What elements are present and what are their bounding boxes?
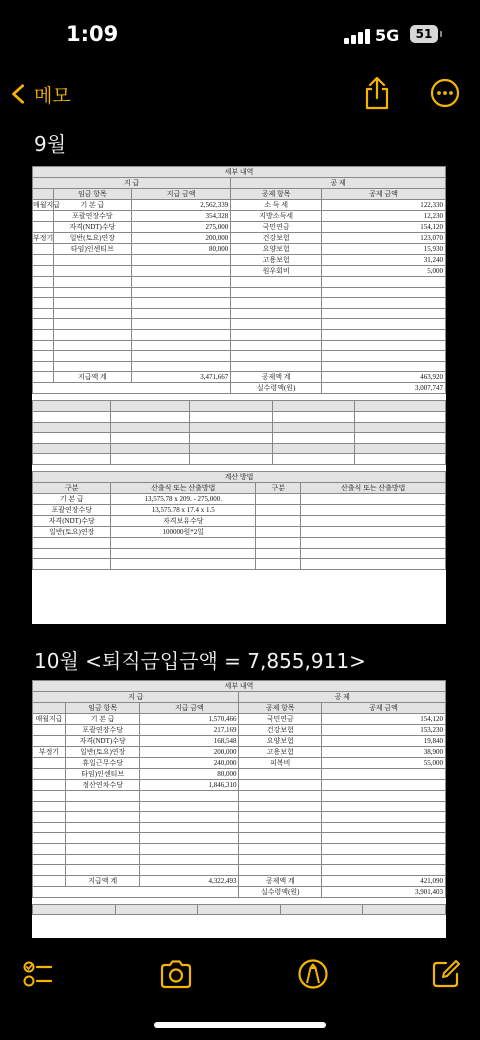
pay-amount: 2,562,339 xyxy=(132,200,231,211)
deduction-item: 소 득 세 xyxy=(231,200,322,211)
calc-row xyxy=(33,504,446,515)
deduction-amount: 19,840 xyxy=(322,736,446,747)
table-row xyxy=(33,791,446,802)
bottom-toolbar xyxy=(0,948,480,998)
total-deduction-value: 421,090 xyxy=(322,875,446,886)
calc-col-method: 산출식 또는 산출방법 xyxy=(111,482,256,493)
deduction-item: 건강보험 xyxy=(231,233,322,244)
deduction-item: 지방소득세 xyxy=(231,211,322,222)
note-heading-october: 10월 <퇴직금입금액 = 7,855,911> xyxy=(34,649,366,673)
category-irregular: 부정기 xyxy=(33,234,54,242)
col-pay-item: 임금 항목 xyxy=(53,189,131,200)
net-row xyxy=(33,383,446,394)
payslip-detail-table xyxy=(32,680,446,898)
pay-amount: 200,000 xyxy=(132,233,231,244)
deduction-amount: 38,900 xyxy=(322,747,446,758)
calc-col-kind: 구분 xyxy=(33,482,111,493)
back-button[interactable] xyxy=(8,76,71,112)
camera-icon xyxy=(159,958,193,990)
table-row xyxy=(33,714,446,725)
table-row xyxy=(33,211,446,222)
deduction-section-header: 공 제 xyxy=(239,692,446,703)
calc-kind: 기 본 급 xyxy=(33,493,111,504)
table-row xyxy=(33,747,446,758)
table-row xyxy=(33,736,446,747)
markup-pen-icon xyxy=(297,958,329,990)
table-row xyxy=(33,277,446,288)
table-row xyxy=(33,822,446,833)
pay-item xyxy=(53,266,131,277)
col-pay-item: 임금 항목 xyxy=(66,703,140,714)
home-indicator[interactable] xyxy=(154,1022,326,1028)
calc-method: 100000원*2일 xyxy=(111,526,256,537)
total-deduction-label: 공제액 계 xyxy=(231,372,322,383)
deduction-item: 국민연금 xyxy=(239,714,322,725)
signal-strength-icon xyxy=(344,28,370,44)
deduction-item: 요양보험 xyxy=(239,736,322,747)
pay-section-header: 지 급 xyxy=(33,178,231,189)
attendance-table xyxy=(32,400,446,465)
table-row xyxy=(33,255,446,266)
deduction-item: 국민연금 xyxy=(231,222,322,233)
calc-method: 13,575.78 x 209. - 275,000. xyxy=(111,493,256,504)
category-monthly: 매월지급 xyxy=(33,714,66,725)
pay-amount: 354,328 xyxy=(132,211,231,222)
pay-amount: 168,548 xyxy=(140,736,239,747)
pay-item: 포괄연장수당 xyxy=(53,211,131,222)
pay-amount: 1,570,466 xyxy=(140,714,239,725)
table-row xyxy=(33,233,446,244)
pay-item xyxy=(53,255,131,266)
col-deduction-item: 공제 항목 xyxy=(239,703,322,714)
nav-bar xyxy=(0,70,480,118)
pay-item: 타임)인센티브 xyxy=(53,244,131,255)
chevron-left-icon xyxy=(8,83,30,105)
pay-item: 자격(NDT)수당 xyxy=(53,222,131,233)
pay-item: 타임)인센티브 xyxy=(66,769,140,780)
total-pay-value: 3,471,667 xyxy=(132,372,231,383)
calc-kind: 자격(NDT)수당 xyxy=(33,515,111,526)
pay-amount: 80,000 xyxy=(140,769,239,780)
deduction-item: 고용보험 xyxy=(231,255,322,266)
deduction-amount: 154,120 xyxy=(322,222,446,233)
deduction-amount xyxy=(322,769,446,780)
total-row xyxy=(33,875,446,886)
calc-row xyxy=(33,515,446,526)
pay-item: 포괄연장수당 xyxy=(66,725,140,736)
pay-amount: 80,000 xyxy=(132,244,231,255)
table-row xyxy=(33,200,446,211)
col-deduction-amount: 공제 금액 xyxy=(322,189,446,200)
note-heading-september: 9월 xyxy=(34,132,67,156)
table-row xyxy=(33,266,446,277)
share-button[interactable] xyxy=(364,76,390,110)
col-deduction-item: 공제 항목 xyxy=(231,189,322,200)
pay-item: 정산연차수당 xyxy=(66,780,140,791)
battery-icon: 51 xyxy=(410,25,438,43)
col-deduction-amount: 공제 금액 xyxy=(322,703,446,714)
table-row xyxy=(33,287,446,298)
attendance-table xyxy=(32,904,446,916)
pay-item: 휴일근무수당 xyxy=(66,758,140,769)
pay-amount: 200,000 xyxy=(140,747,239,758)
pay-item: 일반(토요)연장 xyxy=(53,233,131,244)
col-pay-amount: 지급 금액 xyxy=(140,703,239,714)
table-row xyxy=(33,244,446,255)
net-pay-label: 실수령액(원) xyxy=(231,383,322,394)
calc-row xyxy=(33,548,446,559)
calc-row xyxy=(33,537,446,548)
deduction-amount: 5,000 xyxy=(322,266,446,277)
table-row xyxy=(33,843,446,854)
pay-amount: 240,000 xyxy=(140,758,239,769)
table-row xyxy=(33,351,446,362)
table-row xyxy=(33,222,446,233)
calc-method: 13,575.78 x 17.4 x 1.5 xyxy=(111,504,256,515)
deduction-item xyxy=(239,769,322,780)
calc-row xyxy=(33,526,446,537)
table-row xyxy=(33,758,446,769)
deduction-amount: 31,240 xyxy=(322,255,446,266)
pay-item: 기 본 급 xyxy=(66,714,140,725)
table-row xyxy=(33,308,446,319)
deduction-amount: 123,070 xyxy=(322,233,446,244)
calc-col-method-2: 산출식 또는 산출방법 xyxy=(301,482,446,493)
deduction-amount: 15,930 xyxy=(322,244,446,255)
compose-button[interactable] xyxy=(430,958,462,990)
compose-icon xyxy=(430,958,462,990)
net-pay-value: 3,007,747 xyxy=(322,383,446,394)
total-pay-label: 지급액 계 xyxy=(66,875,140,886)
pay-amount: 275,000 xyxy=(132,222,231,233)
deduction-item xyxy=(239,780,322,791)
deduction-item: 요양보험 xyxy=(231,244,322,255)
calc-title: 계산 방법 xyxy=(33,471,446,482)
table-row xyxy=(33,340,446,351)
more-button[interactable] xyxy=(430,78,460,108)
total-deduction-value: 463,920 xyxy=(322,372,446,383)
calculation-table xyxy=(32,471,446,570)
ellipsis-circle-icon xyxy=(430,78,460,108)
calc-col-kind-2: 구분 xyxy=(256,482,301,493)
calc-row xyxy=(33,559,446,570)
back-label: 메모 xyxy=(34,84,71,107)
markup-button[interactable] xyxy=(297,958,329,990)
category-monthly: 매월지급 xyxy=(33,201,61,209)
calc-method: 자격보유수당 xyxy=(111,515,256,526)
pay-item: 기 본 급 xyxy=(53,200,131,211)
status-time: 1:09 xyxy=(66,22,119,46)
table-row xyxy=(33,865,446,876)
table-row xyxy=(33,319,446,330)
payslip-image-september[interactable] xyxy=(32,166,446,624)
pay-section-header: 지 급 xyxy=(33,692,239,703)
table-row xyxy=(33,780,446,791)
camera-button[interactable] xyxy=(159,958,193,990)
table-row xyxy=(33,812,446,823)
total-row xyxy=(33,372,446,383)
pay-amount xyxy=(132,266,231,277)
checklist-icon xyxy=(22,958,54,990)
deduction-amount: 55,000 xyxy=(322,758,446,769)
net-pay-value: 3,901,403 xyxy=(322,886,446,897)
total-deduction-label: 공제액 계 xyxy=(239,875,322,886)
deduction-amount: 153,230 xyxy=(322,725,446,736)
checklist-button[interactable] xyxy=(22,958,54,990)
calc-row xyxy=(33,493,446,504)
pay-amount xyxy=(132,255,231,266)
calc-kind: 일반(토요)연장 xyxy=(33,526,111,537)
deduction-item: 건강보험 xyxy=(239,725,322,736)
deduction-item: 원우회비 xyxy=(231,266,322,277)
table-title: 세부 내역 xyxy=(33,167,446,178)
deduction-item: 고용보험 xyxy=(239,747,322,758)
table-row xyxy=(33,833,446,844)
table-title: 세부 내역 xyxy=(33,681,446,692)
deduction-amount: 154,120 xyxy=(322,714,446,725)
status-bar xyxy=(0,0,480,72)
deduction-section-header: 공 제 xyxy=(231,178,446,189)
payslip-detail-table xyxy=(32,166,446,394)
table-row xyxy=(33,725,446,736)
total-pay-label: 지급액 계 xyxy=(53,372,131,383)
table-row xyxy=(33,329,446,340)
pay-item: 일반(토요)연장 xyxy=(66,747,140,758)
net-pay-label: 실수령액(원) xyxy=(239,886,322,897)
calc-kind: 포괄연장수당 xyxy=(33,504,111,515)
deduction-amount: 122,330 xyxy=(322,200,446,211)
total-pay-value: 4,322,493 xyxy=(140,875,239,886)
deduction-amount: 12,230 xyxy=(322,211,446,222)
net-row xyxy=(33,886,446,897)
pay-amount: 217,169 xyxy=(140,725,239,736)
table-row xyxy=(33,361,446,372)
battery-tip xyxy=(440,31,442,37)
payslip-image-october[interactable] xyxy=(32,680,446,938)
network-label: 5G xyxy=(375,26,400,45)
table-row xyxy=(33,298,446,309)
table-row xyxy=(33,854,446,865)
pay-item: 자격(NDT)수당 xyxy=(66,736,140,747)
deduction-item: 피복비 xyxy=(239,758,322,769)
deduction-amount xyxy=(322,780,446,791)
col-pay-amount: 지급 금액 xyxy=(132,189,231,200)
table-row xyxy=(33,769,446,780)
pay-amount: 1,846,310 xyxy=(140,780,239,791)
category-irregular: 부정기 xyxy=(33,747,66,758)
table-row xyxy=(33,801,446,812)
share-icon xyxy=(364,76,390,110)
